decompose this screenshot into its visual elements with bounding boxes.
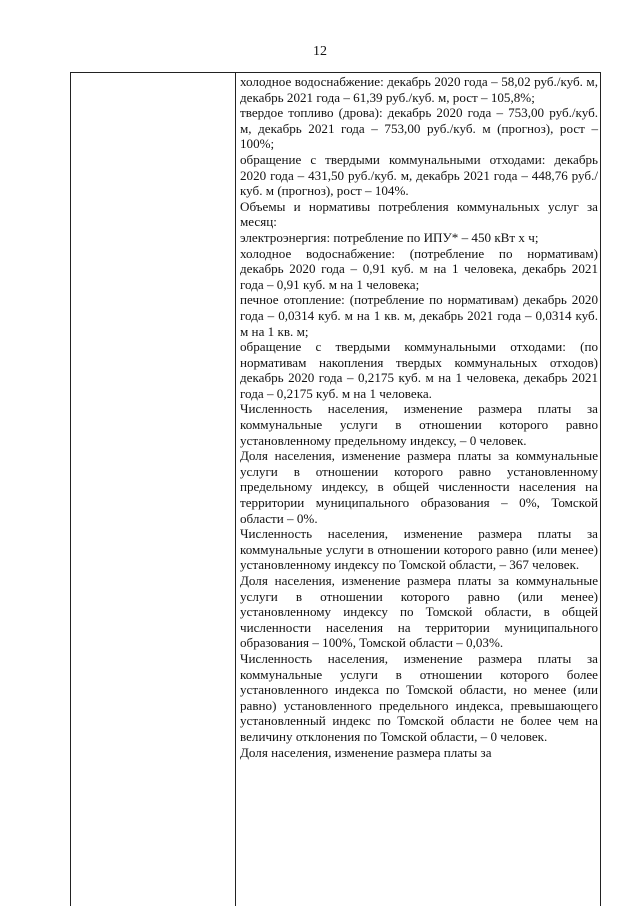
table-left-column	[71, 73, 236, 906]
paragraph-solid-fuel-tariff: твердое топливо (дрова): декабрь 2020 года – 753,00 руб./куб. м, декабрь 2021 года – 753,00 руб./куб. м (прогноз), рост – 100%;	[240, 105, 598, 152]
paragraph-waste-tariff: обращение с твердыми коммунальными отходами: декабрь 2020 года – 431,50 руб./куб. м, декабрь 2021 года – 448,76 руб./куб. м (прогноз), рост – 104%.	[240, 151, 598, 199]
paragraph-volumes-heading: Объемы и нормативы потребления коммунальных услуг за месяц:	[240, 198, 598, 230]
paragraph-cold-water-norms: холодное водоснабжение: (потребление по нормативам) декабрь 2020 года – 0,91 куб. м на 1 человека, декабрь 2021 года – 0,91 куб. м на 1 человека;	[240, 245, 598, 292]
paragraph-stove-heating: печное отопление: (потребление по нормативам) декабрь 2020 года – 0,0314 куб. м на 1 кв. м, декабрь 2021 года – 0,0314 куб. м на 1 кв. м;	[240, 292, 598, 339]
paragraph-population-above-index: Численность населения, изменение размера платы за коммунальные услуги в отношении которого более установленного индекса по Томской области, но менее (или равно) установленного предельного индекса, превышающего установленный индекс по Томской области не более чем на величину отклонения по Томской области, – 0 человек.	[240, 650, 598, 744]
paragraph-waste-norms: обращение с твердыми коммунальными отходами: (по нормативам накопления твердых коммунальных отходов) декабрь 2020 года – 0,2175 куб. м на 1 человека, декабрь 2021 года – 0,2175 куб. м на 1 человека.	[240, 339, 598, 401]
page-number: 12	[313, 44, 327, 59]
paragraph-share-regional-index: Доля населения, изменение размера платы за коммунальные услуги в отношении которого равно (или менее) установленному индексу по Томской области, в общей численности населения на территории муниципального образования – 100%, Томской области – 0,03%.	[240, 573, 598, 651]
paragraph-electricity: электроэнергия: потребление по ИПУ* – 450 кВт х ч;	[240, 229, 539, 245]
document-table	[70, 72, 601, 906]
paragraph-cold-water-tariff: холодное водоснабжение: декабрь 2020 года – 58,02 руб./куб. м, декабрь 2021 года – 61,39 руб./куб. м, рост – 105,8%;	[240, 74, 598, 105]
paragraph-share-limit-index: Доля населения, изменение размера платы за коммунальные услуги в отношении которого равно установленному предельному индексу, в общей численности населения на территории муниципального образования – 0%, Томской области – 0%.	[240, 448, 598, 526]
table-right-column	[236, 73, 598, 760]
paragraph-population-regional-index: Численность населения, изменение размера платы за коммунальные услуги в отношении которого равно (или менее) установленному индексу по Томской области, – 367 человек.	[240, 526, 598, 573]
paragraph-share-above-index: Доля населения, изменение размера платы за	[240, 744, 492, 760]
paragraph-population-limit-index: Численность населения, изменение размера платы за коммунальные услуги в отношении которого равно установленному предельному индексу, – 0 человек.	[240, 401, 598, 448]
